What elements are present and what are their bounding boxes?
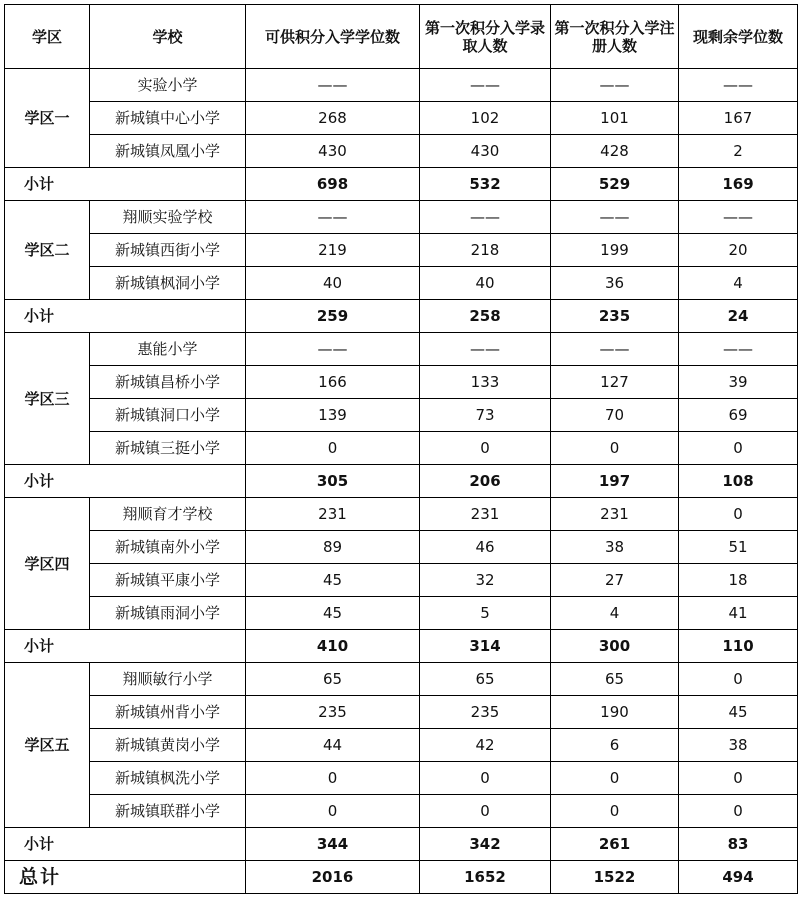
table-row: [5, 432, 798, 465]
table-row: [5, 762, 798, 795]
subtotal-available-seats: 305: [246, 465, 420, 498]
school-name: 翔顺育才学校: [90, 498, 246, 531]
remaining-seats-cell: 38: [679, 729, 798, 762]
subtotal-first-registered: 197: [551, 465, 679, 498]
remaining-seats-cell: 0: [679, 762, 798, 795]
first-admitted-cell: 0: [420, 432, 551, 465]
first-registered-cell: 231: [551, 498, 679, 531]
enrollment-table: [4, 4, 798, 894]
first-admitted-cell: 5: [420, 597, 551, 630]
first-registered-cell: 199: [551, 234, 679, 267]
subtotal-row: [5, 465, 798, 498]
subtotal-first-registered: 300: [551, 630, 679, 663]
available-seats-cell: 166: [246, 366, 420, 399]
first-registered-cell: 65: [551, 663, 679, 696]
subtotal-remaining-seats: 169: [679, 168, 798, 201]
first-registered-cell: 4: [551, 597, 679, 630]
school-name: 新城镇联群小学: [90, 795, 246, 828]
table-row: [5, 795, 798, 828]
table-row: [5, 201, 798, 234]
remaining-seats-cell: 69: [679, 399, 798, 432]
subtotal-row: [5, 300, 798, 333]
subtotal-available-seats: 410: [246, 630, 420, 663]
school-name: 新城镇枫洗小学: [90, 762, 246, 795]
subtotal-remaining-seats: 24: [679, 300, 798, 333]
first-registered-cell: 6: [551, 729, 679, 762]
header-available-seats: 可供积分入学学位数: [246, 5, 420, 69]
school-name: 新城镇州背小学: [90, 696, 246, 729]
total-remaining-seats: 494: [679, 861, 798, 894]
school-name: 新城镇平康小学: [90, 564, 246, 597]
first-registered-cell: 36: [551, 267, 679, 300]
available-seats-cell: 65: [246, 663, 420, 696]
table-row: [5, 663, 798, 696]
remaining-seats-cell: 4: [679, 267, 798, 300]
school-name: 新城镇洞口小学: [90, 399, 246, 432]
table-row: [5, 564, 798, 597]
subtotal-label: 小计: [5, 630, 246, 663]
first-admitted-cell: 46: [420, 531, 551, 564]
remaining-seats-cell: 51: [679, 531, 798, 564]
subtotal-row: [5, 630, 798, 663]
first-admitted-cell: 32: [420, 564, 551, 597]
first-registered-cell: 127: [551, 366, 679, 399]
total-first-registered: 1522: [551, 861, 679, 894]
first-admitted-cell: ——: [420, 201, 551, 234]
remaining-seats-cell: 0: [679, 432, 798, 465]
subtotal-first-registered: 235: [551, 300, 679, 333]
district-cell: 学区一: [5, 69, 90, 168]
header-district: 学区: [5, 5, 90, 69]
subtotal-remaining-seats: 110: [679, 630, 798, 663]
school-name: 惠能小学: [90, 333, 246, 366]
school-name: 新城镇枫洞小学: [90, 267, 246, 300]
first-registered-cell: 428: [551, 135, 679, 168]
first-admitted-cell: ——: [420, 333, 551, 366]
available-seats-cell: 40: [246, 267, 420, 300]
table-row: [5, 135, 798, 168]
first-admitted-cell: ——: [420, 69, 551, 102]
remaining-seats-cell: ——: [679, 201, 798, 234]
table-body: [5, 69, 798, 894]
subtotal-first-admitted: 258: [420, 300, 551, 333]
table-row: [5, 399, 798, 432]
first-admitted-cell: 0: [420, 795, 551, 828]
first-admitted-cell: 430: [420, 135, 551, 168]
remaining-seats-cell: 0: [679, 795, 798, 828]
first-registered-cell: ——: [551, 69, 679, 102]
first-registered-cell: 190: [551, 696, 679, 729]
table-row: [5, 267, 798, 300]
table-row: [5, 333, 798, 366]
available-seats-cell: 430: [246, 135, 420, 168]
table-row: [5, 696, 798, 729]
table-row: [5, 531, 798, 564]
table-row: [5, 366, 798, 399]
available-seats-cell: 0: [246, 795, 420, 828]
school-name: 翔顺敏行小学: [90, 663, 246, 696]
available-seats-cell: 219: [246, 234, 420, 267]
subtotal-remaining-seats: 83: [679, 828, 798, 861]
school-name: 新城镇雨洞小学: [90, 597, 246, 630]
subtotal-first-registered: 529: [551, 168, 679, 201]
table-row: [5, 69, 798, 102]
first-registered-cell: 27: [551, 564, 679, 597]
first-registered-cell: ——: [551, 201, 679, 234]
remaining-seats-cell: 45: [679, 696, 798, 729]
table-row: [5, 597, 798, 630]
school-name: 新城镇凤凰小学: [90, 135, 246, 168]
first-registered-cell: 70: [551, 399, 679, 432]
remaining-seats-cell: 20: [679, 234, 798, 267]
subtotal-remaining-seats: 108: [679, 465, 798, 498]
subtotal-row: [5, 168, 798, 201]
remaining-seats-cell: 18: [679, 564, 798, 597]
first-registered-cell: 0: [551, 795, 679, 828]
header-row: [5, 5, 798, 69]
first-admitted-cell: 231: [420, 498, 551, 531]
subtotal-row: [5, 828, 798, 861]
school-name: 新城镇南外小学: [90, 531, 246, 564]
available-seats-cell: 0: [246, 432, 420, 465]
header-remaining-seats: 现剩余学位数: [679, 5, 798, 69]
district-cell: 学区四: [5, 498, 90, 630]
table-row: [5, 498, 798, 531]
school-name: 新城镇黄岗小学: [90, 729, 246, 762]
first-registered-cell: 101: [551, 102, 679, 135]
table-row: [5, 234, 798, 267]
first-admitted-cell: 65: [420, 663, 551, 696]
remaining-seats-cell: 0: [679, 663, 798, 696]
total-row: [5, 861, 798, 894]
first-registered-cell: 38: [551, 531, 679, 564]
school-name: 翔顺实验学校: [90, 201, 246, 234]
available-seats-cell: 268: [246, 102, 420, 135]
school-name: 实验小学: [90, 69, 246, 102]
remaining-seats-cell: 167: [679, 102, 798, 135]
first-admitted-cell: 102: [420, 102, 551, 135]
first-admitted-cell: 235: [420, 696, 551, 729]
subtotal-first-admitted: 314: [420, 630, 551, 663]
school-name: 新城镇中心小学: [90, 102, 246, 135]
subtotal-label: 小计: [5, 828, 246, 861]
available-seats-cell: 89: [246, 531, 420, 564]
subtotal-label: 小计: [5, 300, 246, 333]
school-name: 新城镇西街小学: [90, 234, 246, 267]
remaining-seats-cell: 41: [679, 597, 798, 630]
total-available-seats: 2016: [246, 861, 420, 894]
available-seats-cell: 235: [246, 696, 420, 729]
header-first-registered: 第一次积分入学注册人数: [551, 5, 679, 69]
district-cell: 学区二: [5, 201, 90, 300]
subtotal-available-seats: 698: [246, 168, 420, 201]
first-admitted-cell: 42: [420, 729, 551, 762]
subtotal-available-seats: 259: [246, 300, 420, 333]
available-seats-cell: 231: [246, 498, 420, 531]
first-admitted-cell: 133: [420, 366, 551, 399]
table-row: [5, 729, 798, 762]
available-seats-cell: 45: [246, 597, 420, 630]
school-name: 新城镇昌桥小学: [90, 366, 246, 399]
first-admitted-cell: 73: [420, 399, 551, 432]
first-admitted-cell: 0: [420, 762, 551, 795]
remaining-seats-cell: 2: [679, 135, 798, 168]
available-seats-cell: 44: [246, 729, 420, 762]
district-cell: 学区三: [5, 333, 90, 465]
subtotal-first-admitted: 532: [420, 168, 551, 201]
table-row: [5, 102, 798, 135]
first-admitted-cell: 40: [420, 267, 551, 300]
subtotal-first-registered: 261: [551, 828, 679, 861]
first-registered-cell: 0: [551, 432, 679, 465]
remaining-seats-cell: ——: [679, 69, 798, 102]
total-first-admitted: 1652: [420, 861, 551, 894]
remaining-seats-cell: ——: [679, 333, 798, 366]
subtotal-available-seats: 344: [246, 828, 420, 861]
total-label: 总计: [5, 861, 246, 894]
header-first-admitted: 第一次积分入学录取人数: [420, 5, 551, 69]
available-seats-cell: ——: [246, 333, 420, 366]
remaining-seats-cell: 39: [679, 366, 798, 399]
first-registered-cell: ——: [551, 333, 679, 366]
available-seats-cell: ——: [246, 201, 420, 234]
remaining-seats-cell: 0: [679, 498, 798, 531]
subtotal-label: 小计: [5, 168, 246, 201]
available-seats-cell: 139: [246, 399, 420, 432]
first-registered-cell: 0: [551, 762, 679, 795]
school-name: 新城镇三挺小学: [90, 432, 246, 465]
available-seats-cell: 45: [246, 564, 420, 597]
first-admitted-cell: 218: [420, 234, 551, 267]
subtotal-first-admitted: 342: [420, 828, 551, 861]
subtotal-first-admitted: 206: [420, 465, 551, 498]
available-seats-cell: 0: [246, 762, 420, 795]
district-cell: 学区五: [5, 663, 90, 828]
subtotal-label: 小计: [5, 465, 246, 498]
header-school: 学校: [90, 5, 246, 69]
available-seats-cell: ——: [246, 69, 420, 102]
